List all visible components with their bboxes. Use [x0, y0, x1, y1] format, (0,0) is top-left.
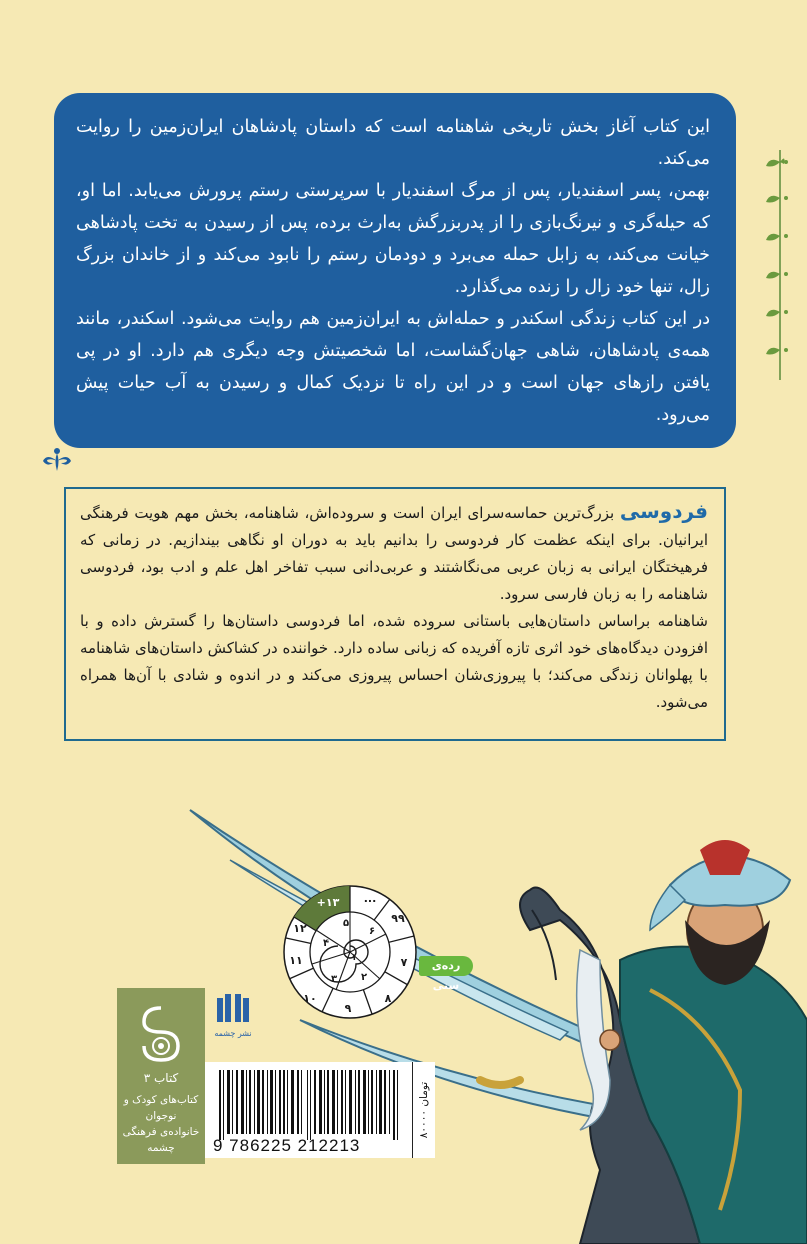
series-emblem-icon	[136, 1002, 186, 1088]
age-outer-2: ۹۹	[391, 912, 405, 925]
blurb-paragraph-1: این کتاب آغاز بخش تاریخی شاهنامه است که داستان پادشاهان ایران‌زمین را روایت می‌کند.	[76, 117, 710, 169]
series-logo-box	[117, 988, 205, 1164]
warrior-horse-illustration	[180, 790, 807, 1244]
series-caption-line-1: کتاب‌های کودک و نوجوان	[123, 1094, 199, 1122]
vine-ornament-right	[760, 150, 788, 380]
age-outer-3: ۷	[400, 956, 408, 969]
series-caption	[117, 1092, 205, 1156]
age-outer-7: ۱۱	[289, 954, 303, 967]
series-mark-label: کتاب ۳	[143, 1071, 179, 1085]
age-outer-4: ۸	[384, 992, 392, 1005]
age-inner-1: ۶	[368, 926, 376, 937]
age-inner-0: ۵	[342, 918, 350, 929]
author-bio-box	[64, 487, 726, 741]
blurb-paragraph-2: بهمن، پسر اسفندیار، پس از مرگ اسفندیار با سرپرستی رستم پرورش می‌یابد. اما او، که حیله‌گری و نیرنگ‌بازی را از پدربزرگش به‌ارث برده، پس از رسیدن به تخت پادشاهی خیانت می‌کند، به زابل حمله می‌برد و دودمان رستم را نابود می‌کند و از خاندان بزرگ زال، تنها خود زال را زنده می‌گذارد.	[76, 181, 710, 297]
age-outer-5: ۹	[344, 1002, 352, 1015]
publisher-logo-icon	[213, 990, 253, 1044]
publisher-imprint-label: نشر چشمه	[214, 1029, 252, 1038]
author-bio-paragraph-1	[80, 498, 708, 608]
age-outer-6: ۱۰	[303, 992, 317, 1005]
isbn-number: 9 786225 212213	[213, 1136, 361, 1155]
author-name: فردوسی	[619, 499, 708, 523]
age-inner-3: ۳	[330, 974, 338, 985]
author-bio-intro: بزرگ‌ترین حماسه‌سرای ایران است و سروده‌اش، شاهنامه، بخش مهم هویت فرهنگی ایرانیان. برای اینکه عظمت کار فردوسی را بدانیم باید به دوران او نگاهی بیندازیم. در زمانی که فرهیختگان ایرانی به زبان عربی می‌نگاشتند و عربی‌دانی سبب تفاخر اهل علم و ادب بود، فردوسی شاهنامه را به زبان فارسی سرود.	[80, 504, 708, 603]
blurb-paragraph-3: در این کتاب زندگی اسکندر و حمله‌اش به ایران‌زمین هم روایت می‌شود. اسکندر، مانند همه‌ی پادشاهان، شاهی جهان‌گشاست، اما شخصیتش وجه دیگری هم دارد. او در پی یافتن رازهای جهان است و در این راه تا نزدیک کمال و رسیدن به آب حیات پیش می‌رود.	[76, 309, 710, 425]
age-outer-0: +۱۳	[316, 896, 340, 909]
book-blurb-panel	[54, 93, 736, 448]
ornament-icon	[40, 447, 74, 475]
price-strip	[412, 1062, 435, 1158]
age-category-badge: رده‌ی سنی	[419, 956, 473, 976]
age-outer-1: ...	[363, 892, 377, 905]
age-inner-5: ۱	[351, 953, 357, 963]
author-bio-paragraph-2: شاهنامه براساس داستان‌هایی باستانی سروده شده، اما فردوسی داستان‌ها را گسترش داده و با افزودن دیدگاه‌های خود اثری تازه آفریده که زبانی ساده دارد. خواننده در کشاکش داستان‌های شاهنامه با پهلوانان زندگی می‌کند؛ با پیروزی‌شان احساس پیروزی می‌کند و در اندوه و شادی با آن‌ها همراه می‌شود.	[80, 612, 708, 711]
age-outer-8: ۱۲	[293, 922, 307, 935]
age-range-wheel	[280, 882, 420, 1022]
age-inner-2: ۴	[322, 938, 330, 949]
age-inner-4: ۲	[360, 972, 368, 983]
series-caption-line-2: خانواده‌ی فرهنگی چشمه	[122, 1126, 200, 1154]
price-label: ۸۰۰۰۰ تومان	[418, 1081, 430, 1139]
